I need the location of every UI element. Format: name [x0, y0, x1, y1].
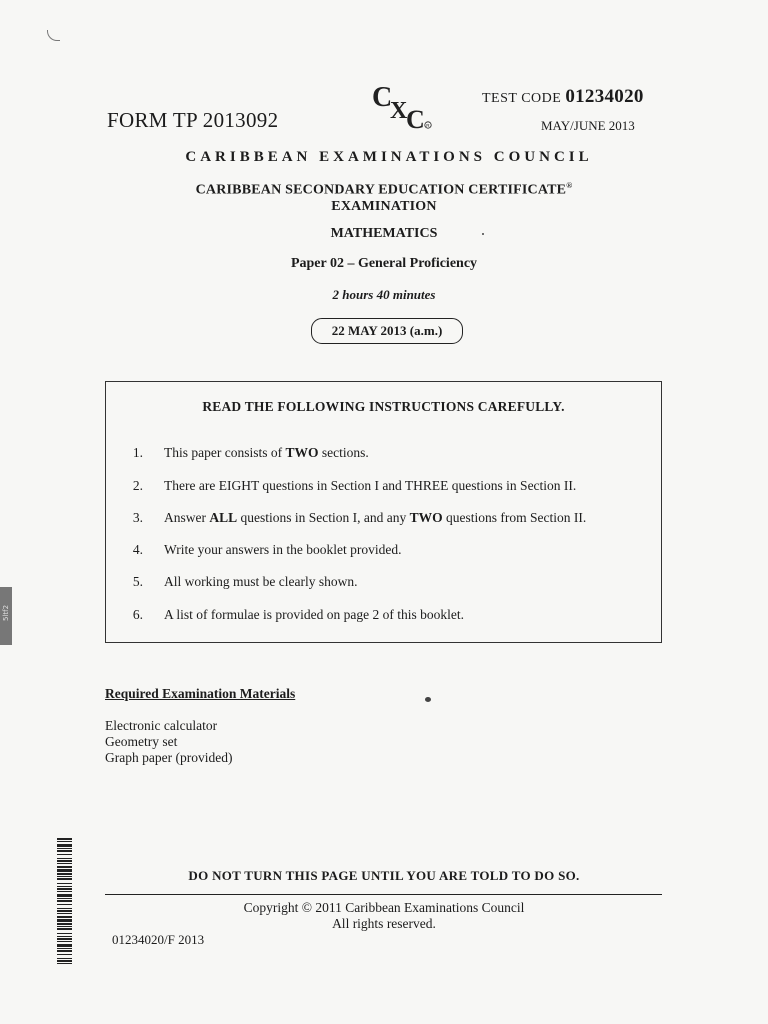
form-code: FORM TP 2013092 [107, 108, 279, 132]
instructions-box [105, 381, 662, 643]
svg-text:X: X [390, 98, 408, 124]
svg-text:C: C [406, 105, 425, 134]
certificate-line2: EXAMINATION [331, 198, 437, 214]
footer-paper-code: 01234020/F 2013 [112, 932, 205, 947]
cxc-logo [368, 78, 434, 134]
rights-line: All rights reserved. [332, 916, 436, 931]
paper-speck [482, 233, 484, 235]
instruction-number: 5. [132, 574, 143, 589]
instruction-text: questions in Section I, and any [237, 510, 410, 525]
paper-mark [47, 30, 60, 41]
instruction-text: There are EIGHT questions in Section I and THREE questions in Section II. [164, 478, 577, 493]
paper-title: Paper 02 – General Proficiency [290, 256, 478, 271]
footer-divider [105, 894, 662, 895]
instruction-text: A list of formulae is provided on page 2 of this booklet. [164, 607, 464, 622]
exam-duration: 2 hours 40 minutes [332, 287, 436, 302]
do-not-turn-warning: DO NOT TURN THIS PAGE UNTIL YOU ARE TOLD TO DO SO. [188, 868, 580, 883]
exam-date: 22 MAY 2013 (a.m.) [311, 318, 463, 344]
subject-title: MATHEMATICS [330, 226, 438, 241]
paper-speck [425, 697, 431, 702]
instruction-number: 6. [132, 607, 143, 622]
svg-text:C: C [372, 82, 393, 113]
instruction-emphasis: TWO [285, 445, 319, 460]
instruction-text: Answer [164, 510, 210, 525]
instruction-number: 3. [132, 510, 143, 525]
registered-mark: ® [566, 181, 573, 190]
instructions-heading: READ THE FOLLOWING INSTRUCTIONS CAREFULLY. [202, 399, 565, 414]
material-item: Electronic calculator [105, 718, 218, 733]
instruction-text: sections. [318, 445, 369, 460]
instruction-emphasis: ALL [209, 510, 238, 525]
instruction-text: All working must be clearly shown. [164, 574, 358, 589]
instruction-number: 2. [132, 478, 143, 493]
certificate-title [0, 178, 768, 215]
instruction-text: Write your answers in the booklet provided. [164, 542, 402, 557]
exam-session: MAY/JUNE 2013 [541, 118, 635, 133]
barcode [57, 838, 72, 966]
edge-tab-text: 5ltf2 [2, 604, 10, 622]
material-item: Graph paper (provided) [105, 750, 233, 765]
instruction-number: 4. [132, 542, 143, 557]
instruction-text: This paper consists of [164, 445, 286, 460]
instruction-number: 1. [132, 445, 143, 460]
certificate-line1: CARIBBEAN SECONDARY EDUCATION CERTIFICATE [195, 182, 567, 198]
test-code [482, 86, 644, 108]
copyright-line: Copyright © 2011 Caribbean Examinations Council [243, 900, 525, 915]
svg-text:R: R [426, 123, 430, 128]
test-code-label: TEST CODE [482, 91, 562, 106]
material-item: Geometry set [105, 734, 178, 749]
instruction-text: questions from Section II. [442, 510, 587, 525]
test-code-number: 01234020 [565, 86, 644, 107]
materials-heading: Required Examination Materials [105, 686, 296, 701]
instruction-emphasis: TWO [409, 510, 443, 525]
page-edge-tab [0, 587, 12, 645]
council-title: CARIBBEAN EXAMINATIONS COUNCIL [185, 149, 593, 165]
copyright-notice [0, 900, 768, 932]
